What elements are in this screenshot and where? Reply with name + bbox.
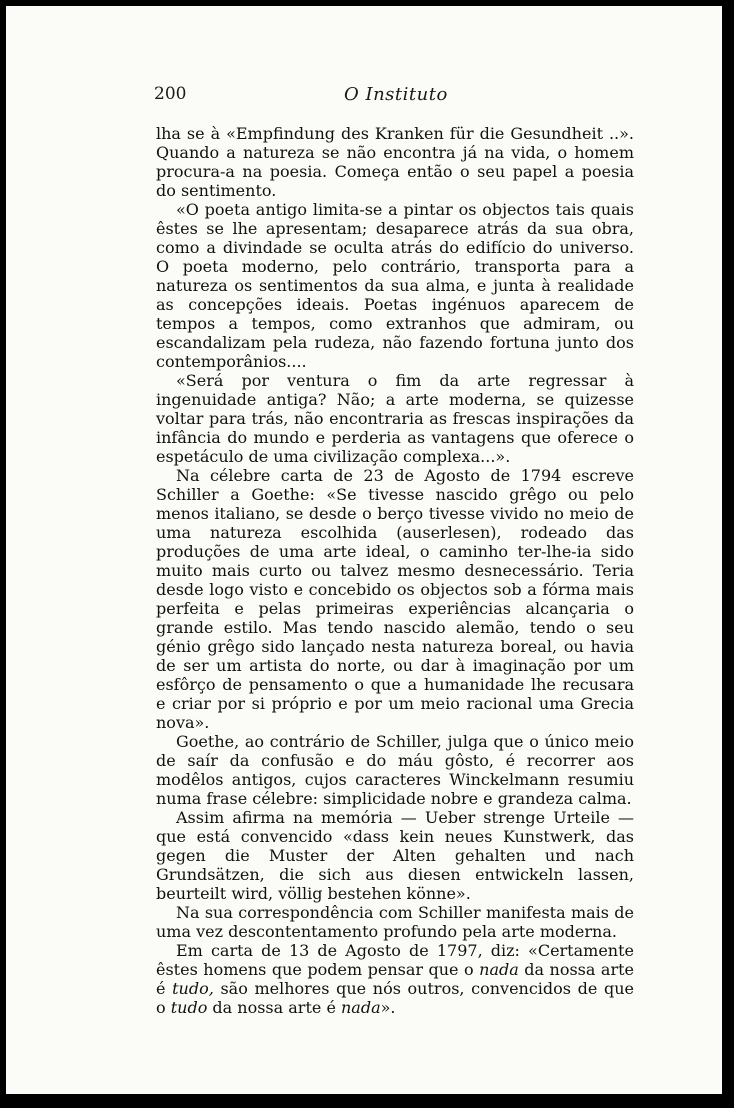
paragraph-5: Goethe, ao contrário de Schiller, julga que o único meio de saír da confusão e do máu gôsto, é recorrer aos modêlos antigos, cujos caracteres Winckelmann resumiu numa frase célebre: simplicidade nobre e grandeza calma. (156, 732, 634, 808)
paragraph-8-text-1: Em carta de 13 de Agosto de 1797, diz: «Certamente êstes homens que podem pensar que o (156, 941, 634, 979)
paragraph-8-text-5: ». (380, 998, 396, 1017)
running-head (154, 84, 628, 108)
paragraph-3: «Será por ventura o fim da arte regressar à ingenuidade antiga? Não; a arte moderna, se quizesse voltar para trás, não encontraria as frescas inspirações da infância do mundo e perderia as vantagens que oferece o espetáculo de uma civilização complexa...». (156, 371, 634, 466)
paragraph-6: Assim afirma na memória — Ueber strenge Urteile — que está convencido «dass kein neues Kunstwerk, das gegen die Muster der Alten gehalten und nach Grundsätzen, die sich aus diesen entwickeln lassen, beurteilt wird, völlig bestehen könne». (156, 808, 634, 903)
paragraph-2: «O poeta antigo limita-se a pintar os objectos tais quais êstes se lhe apresentam; desaparece atrás da sua obra, como a divindade se oculta atrás do edifício do universo. O poeta moderno, pelo contrário, transporta para a natureza os sentimentos da sua alma, e junta à realidade as concepções ideais. Poetas ingénuos aparecem de tempos a tempos, como extranhos que admiram, ou escandalizam pela rudeza, não fazendo fortuna junto dos contemporânios.... (156, 200, 634, 371)
emphasis-tudo-2: tudo (170, 998, 208, 1017)
paragraph-8-text-4: da nossa arte é (207, 998, 341, 1017)
paragraph-8 (156, 941, 634, 1017)
running-title: O Instituto (344, 84, 448, 105)
emphasis-nada: nada (479, 960, 519, 979)
paragraph-7: Na sua correspondência com Schiller manifesta mais de uma vez descontentamento profundo pela arte moderna. (156, 903, 634, 941)
emphasis-tudo: tudo, (172, 979, 214, 998)
paragraph-1: lha se à «Empfindung des Kranken für die Gesundheit ..». Quando a natureza se não encontra já na vida, o homem procura-a na poesia. Começa então o seu papel a poesia do sentimento. (156, 124, 634, 200)
body-text (156, 124, 634, 1017)
paragraph-8-text-3: são melhores que nós outros, convencidos de que o (156, 979, 634, 1017)
book-page (6, 6, 722, 1094)
emphasis-nada-2: nada (341, 998, 381, 1017)
page-number: 200 (154, 84, 187, 104)
paragraph-8-text-2: da nossa arte é (156, 960, 634, 998)
scan-border (722, 0, 734, 1108)
paragraph-4: Na célebre carta de 23 de Agosto de 1794 escreve Schiller a Goethe: «Se tivesse nascido grêgo ou pelo menos italiano, se desde o berço tivesse vivido no meio de uma natureza escolhida (auserlesen), rodeado das produções de uma arte ideal, o caminho ter-lhe-ia sido muito mais curto ou talvez mesmo desnecessário. Teria desde logo visto e concebido os objectos sob a fórma mais perfeita e pelas primeiras experiências alcançaria o grande estilo. Mas tendo nascido alemão, tendo o seu génio grêgo sido lançado nesta natureza boreal, ou havia de ser um artista do norte, ou dar à imaginação por um esfôrço de pensamento o que a humanidade lhe recusara e criar por si próprio e por um meio racional uma Grecia nova». (156, 466, 634, 732)
